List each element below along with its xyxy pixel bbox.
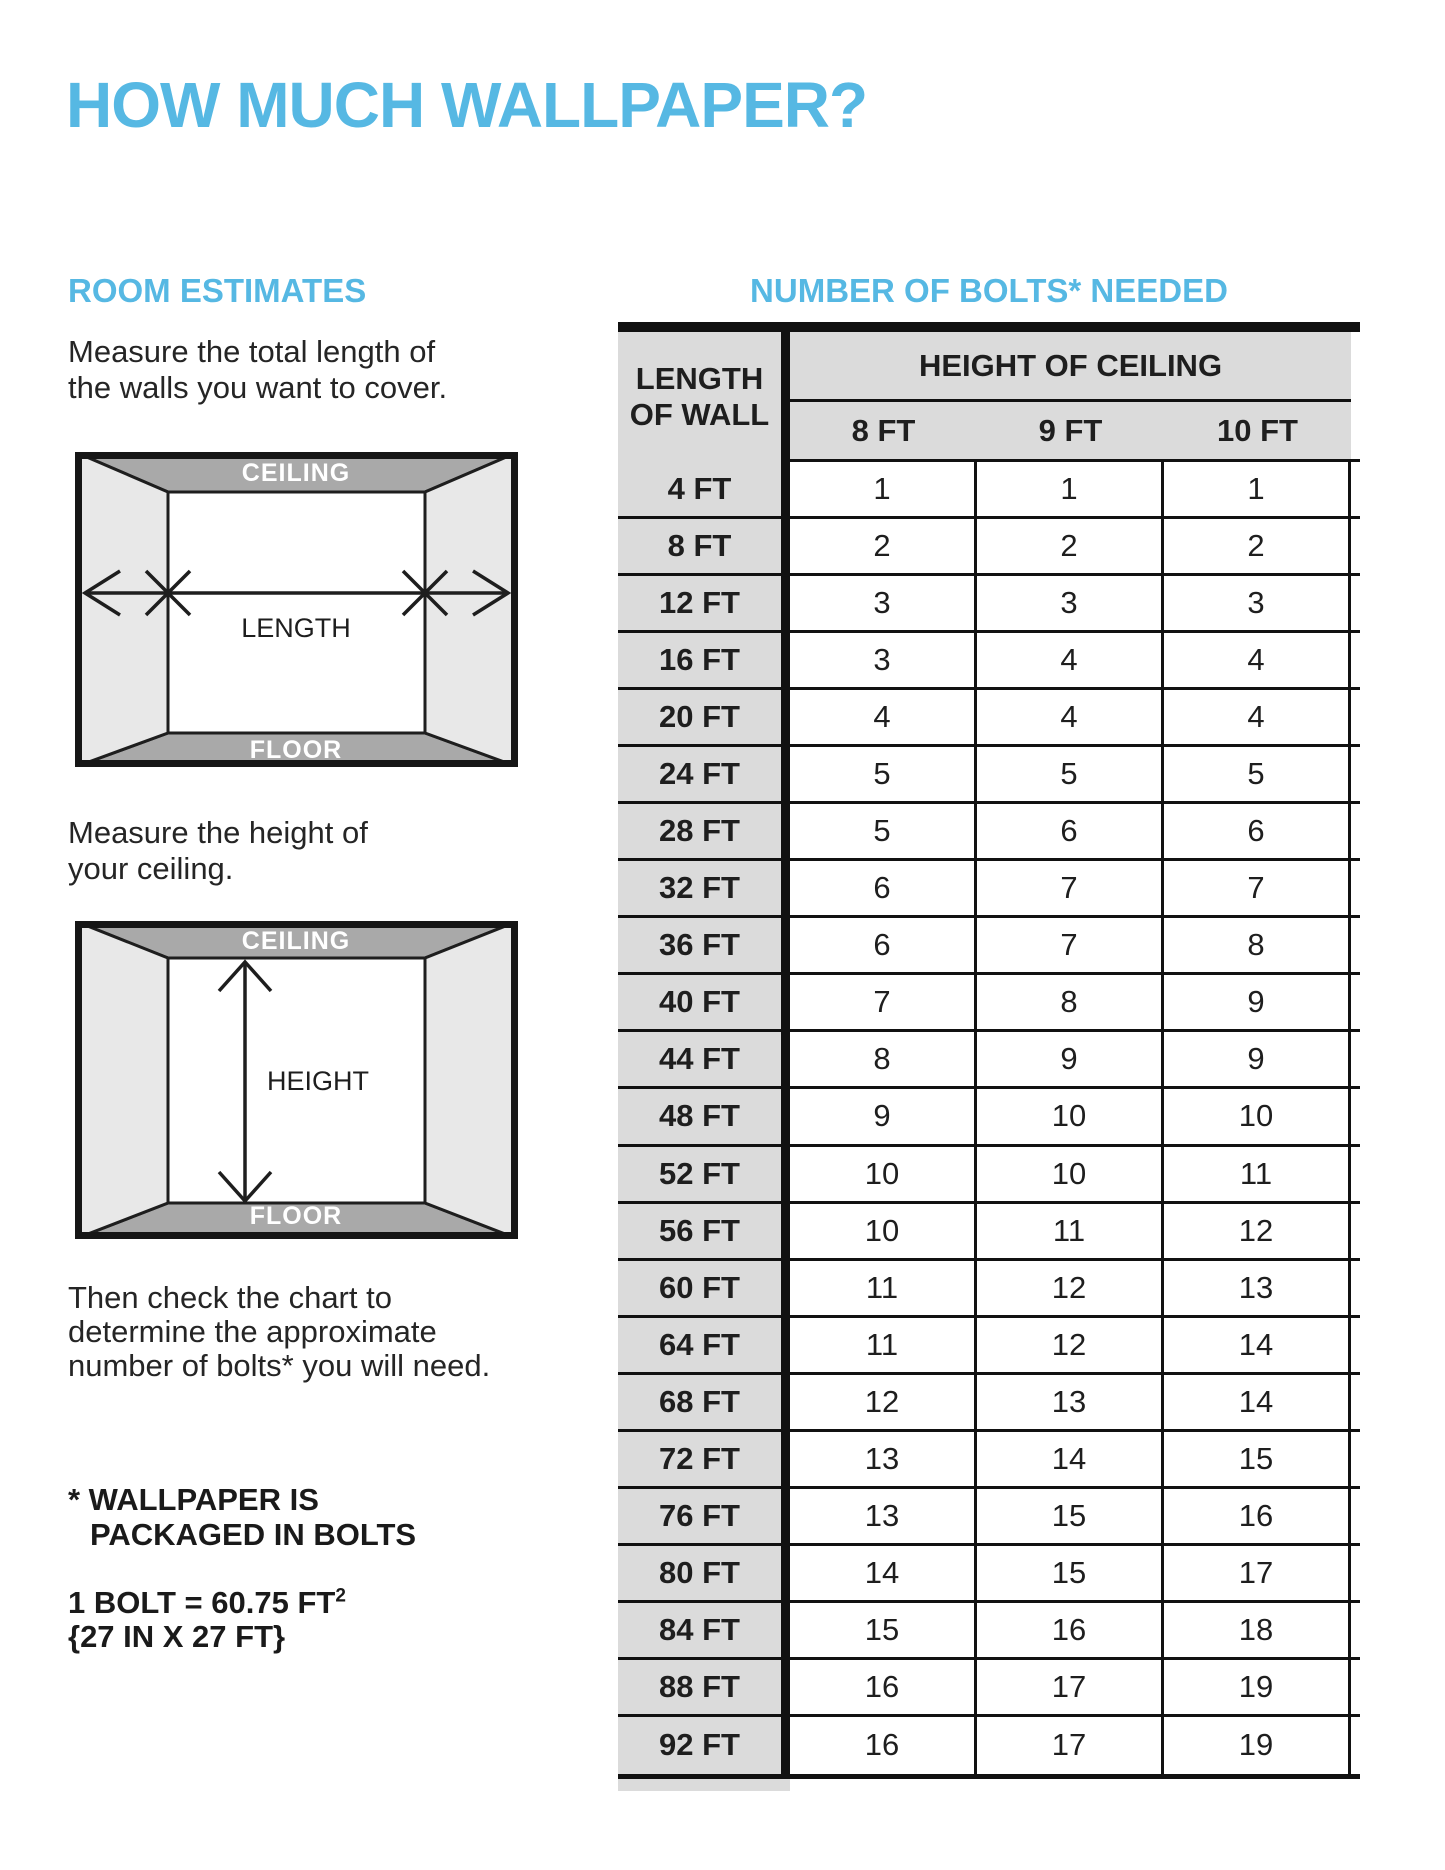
bolt-count-cell: 11 xyxy=(1164,1147,1351,1201)
bolt-count-cell: 2 xyxy=(1164,519,1351,573)
ceiling-height-subheaders xyxy=(790,402,1351,459)
table-gray-stub xyxy=(618,1779,790,1791)
bolt-equation-line xyxy=(68,1586,346,1620)
bolt-count-cell: 12 xyxy=(790,1375,977,1429)
row-label-length: 24 FT xyxy=(618,747,790,801)
bolt-count-cell: 16 xyxy=(790,1660,977,1714)
row-label-length: 28 FT xyxy=(618,804,790,858)
bolt-count-cell: 19 xyxy=(1164,1717,1351,1774)
table-row xyxy=(618,1147,1360,1204)
bolt-count-cell: 9 xyxy=(790,1089,977,1143)
bolts-table xyxy=(618,322,1360,1791)
paragraph-line: determine the approximate xyxy=(68,1314,437,1349)
wallpaper-bolts-footnote xyxy=(68,1482,416,1552)
bolt-count-cell: 15 xyxy=(790,1603,977,1657)
bolt-count-cell: 6 xyxy=(1164,804,1351,858)
row-label-length: 48 FT xyxy=(618,1089,790,1143)
bolts-table-body xyxy=(618,459,1360,1774)
bolt-count-cell: 5 xyxy=(790,747,977,801)
table-row xyxy=(618,804,1360,861)
bolt-count-cell: 13 xyxy=(1164,1261,1351,1315)
table-row xyxy=(618,918,1360,975)
bolt-count-cell: 3 xyxy=(977,576,1164,630)
bolt-count-cell: 2 xyxy=(790,519,977,573)
bolt-count-cell: 5 xyxy=(790,804,977,858)
row-label-length: 36 FT xyxy=(618,918,790,972)
left-wall-surface xyxy=(75,921,168,1239)
paragraph-check-chart xyxy=(68,1281,490,1383)
bolt-count-cell: 7 xyxy=(977,861,1164,915)
bolt-count-cell: 9 xyxy=(1164,975,1351,1029)
table-row xyxy=(618,861,1360,918)
row-label-length: 84 FT xyxy=(618,1603,790,1657)
bolt-count-cell: 16 xyxy=(790,1717,977,1774)
paragraph-line: Then check the chart to xyxy=(68,1280,392,1315)
paragraph-line: Measure the total length of xyxy=(68,334,436,369)
footnote-line: PACKAGED IN BOLTS xyxy=(90,1517,417,1552)
row-label-length: 12 FT xyxy=(618,576,790,630)
table-row xyxy=(618,747,1360,804)
row-label-length: 32 FT xyxy=(618,861,790,915)
floor-label: FLOOR xyxy=(249,736,343,764)
row-label-length: 16 FT xyxy=(618,633,790,687)
bolt-count-cell: 5 xyxy=(1164,747,1351,801)
table-row xyxy=(618,519,1360,576)
bolt-count-cell: 10 xyxy=(1164,1089,1351,1143)
bolt-count-cell: 17 xyxy=(977,1660,1164,1714)
row-label-length: 80 FT xyxy=(618,1546,790,1600)
bolt-count-cell: 4 xyxy=(1164,690,1351,744)
bolt-count-cell: 7 xyxy=(790,975,977,1029)
table-row xyxy=(618,1375,1360,1432)
page-title: HOW MUCH WALLPAPER? xyxy=(66,69,868,141)
height-of-ceiling-header: HEIGHT OF CEILING xyxy=(790,332,1351,402)
bolt-count-cell: 10 xyxy=(790,1147,977,1201)
bolt-count-cell: 14 xyxy=(1164,1375,1351,1429)
column-header-9ft: 9 FT xyxy=(1038,412,1103,448)
bolt-count-cell: 10 xyxy=(790,1204,977,1258)
paragraph-line: Measure the height of xyxy=(68,815,368,850)
row-label-length: 4 FT xyxy=(618,462,790,516)
length-of-wall-header xyxy=(618,332,790,462)
height-of-ceiling-header-group xyxy=(790,332,1351,462)
bolt-count-cell: 8 xyxy=(1164,918,1351,972)
bolt-count-cell: 3 xyxy=(1164,576,1351,630)
ceiling-label: CEILING xyxy=(241,927,351,955)
bolt-count-cell: 17 xyxy=(1164,1546,1351,1600)
room-estimates-heading: ROOM ESTIMATES xyxy=(68,272,367,309)
table-row xyxy=(618,576,1360,633)
row-label-length: 56 FT xyxy=(618,1204,790,1258)
row-label-length: 44 FT xyxy=(618,1032,790,1086)
table-row xyxy=(618,1261,1360,1318)
row-label-length: 88 FT xyxy=(618,1660,790,1714)
bolt-count-cell: 17 xyxy=(977,1717,1164,1774)
bolt-count-cell: 13 xyxy=(977,1375,1164,1429)
bolt-count-cell: 14 xyxy=(1164,1318,1351,1372)
bolt-count-cell: 11 xyxy=(790,1318,977,1372)
column-header-10ft: 10 FT xyxy=(1217,412,1298,448)
bolt-count-cell: 14 xyxy=(790,1546,977,1600)
bolt-count-cell: 10 xyxy=(977,1147,1164,1201)
header-line: OF WALL xyxy=(629,397,770,432)
bolt-count-cell: 12 xyxy=(977,1318,1164,1372)
bolt-count-cell: 5 xyxy=(977,747,1164,801)
row-label-length: 20 FT xyxy=(618,690,790,744)
column-header-8ft: 8 FT xyxy=(851,412,916,448)
bolt-count-cell: 16 xyxy=(1164,1489,1351,1543)
table-top-border xyxy=(618,322,1360,332)
bolt-equation-superscript: 2 xyxy=(335,1585,346,1607)
room-height-diagram xyxy=(75,921,518,1239)
bolt-count-cell: 19 xyxy=(1164,1660,1351,1714)
bolt-count-cell: 2 xyxy=(977,519,1164,573)
row-label-length: 52 FT xyxy=(618,1147,790,1201)
bolt-count-cell: 16 xyxy=(977,1603,1164,1657)
bolt-count-cell: 4 xyxy=(1164,633,1351,687)
bolt-count-cell: 4 xyxy=(977,633,1164,687)
floor-label: FLOOR xyxy=(249,1202,343,1230)
bolt-count-cell: 4 xyxy=(977,690,1164,744)
bolt-count-cell: 10 xyxy=(977,1089,1164,1143)
bolt-count-cell: 3 xyxy=(790,576,977,630)
table-row xyxy=(618,1717,1360,1774)
table-row xyxy=(618,633,1360,690)
bolts-table-heading: NUMBER OF BOLTS* NEEDED xyxy=(750,272,1228,309)
paragraph-measure-height xyxy=(68,815,368,887)
row-label-length: 40 FT xyxy=(618,975,790,1029)
bolt-count-cell: 7 xyxy=(977,918,1164,972)
bolt-count-cell: 1 xyxy=(977,462,1164,516)
bolt-count-cell: 6 xyxy=(977,804,1164,858)
right-wall-surface xyxy=(425,452,518,767)
bolt-count-cell: 4 xyxy=(790,690,977,744)
bolt-count-cell: 15 xyxy=(977,1489,1164,1543)
paragraph-line: number of bolts* you will need. xyxy=(68,1348,491,1383)
table-row xyxy=(618,1204,1360,1261)
ceiling-label: CEILING xyxy=(241,459,351,487)
row-label-length: 60 FT xyxy=(618,1261,790,1315)
table-row xyxy=(618,1032,1360,1089)
bolt-count-cell: 12 xyxy=(1164,1204,1351,1258)
bolt-equation xyxy=(68,1586,346,1654)
length-label: LENGTH xyxy=(241,613,351,643)
row-label-length: 8 FT xyxy=(618,519,790,573)
bolt-dimensions: {27 IN X 27 FT} xyxy=(68,1619,286,1654)
bolt-count-cell: 6 xyxy=(790,918,977,972)
bolt-count-cell: 18 xyxy=(1164,1603,1351,1657)
room-length-diagram xyxy=(75,452,518,767)
bolt-count-cell: 15 xyxy=(1164,1432,1351,1486)
bolt-count-cell: 1 xyxy=(790,462,977,516)
paragraph-line: your ceiling. xyxy=(68,851,234,886)
bolt-count-cell: 9 xyxy=(1164,1032,1351,1086)
bolt-count-cell: 8 xyxy=(977,975,1164,1029)
table-row xyxy=(618,1318,1360,1375)
table-row xyxy=(618,975,1360,1032)
table-row xyxy=(618,1603,1360,1660)
row-label-length: 92 FT xyxy=(618,1717,790,1774)
table-row xyxy=(618,1432,1360,1489)
table-row xyxy=(618,1546,1360,1603)
bolt-count-cell: 7 xyxy=(1164,861,1351,915)
left-wall-surface xyxy=(75,452,168,767)
row-label-length: 64 FT xyxy=(618,1318,790,1372)
bolt-count-cell: 15 xyxy=(977,1546,1164,1600)
bolt-count-cell: 11 xyxy=(790,1261,977,1315)
bolt-count-cell: 13 xyxy=(790,1489,977,1543)
bolt-count-cell: 6 xyxy=(790,861,977,915)
bolt-count-cell: 14 xyxy=(977,1432,1164,1486)
table-row xyxy=(618,1089,1360,1146)
bolt-count-cell: 13 xyxy=(790,1432,977,1486)
bolt-count-cell: 9 xyxy=(977,1032,1164,1086)
paragraph-line: the walls you want to cover. xyxy=(68,370,448,405)
right-wall-surface xyxy=(425,921,518,1239)
header-line: LENGTH xyxy=(635,361,764,396)
paragraph-measure-length xyxy=(68,334,447,406)
bolt-equation-text: 1 BOLT = 60.75 FT xyxy=(68,1585,336,1620)
table-row xyxy=(618,1660,1360,1717)
bolt-count-cell: 1 xyxy=(1164,462,1351,516)
footnote-line: * WALLPAPER IS xyxy=(68,1482,319,1517)
bolt-count-cell: 8 xyxy=(790,1032,977,1086)
table-row xyxy=(618,462,1360,519)
bolt-count-cell: 12 xyxy=(977,1261,1164,1315)
row-label-length: 68 FT xyxy=(618,1375,790,1429)
table-row xyxy=(618,1489,1360,1546)
row-label-length: 72 FT xyxy=(618,1432,790,1486)
bolt-count-cell: 11 xyxy=(977,1204,1164,1258)
height-label: HEIGHT xyxy=(267,1066,370,1096)
row-label-length: 76 FT xyxy=(618,1489,790,1543)
bolt-count-cell: 3 xyxy=(790,633,977,687)
table-header xyxy=(618,332,1360,462)
table-row xyxy=(618,690,1360,747)
